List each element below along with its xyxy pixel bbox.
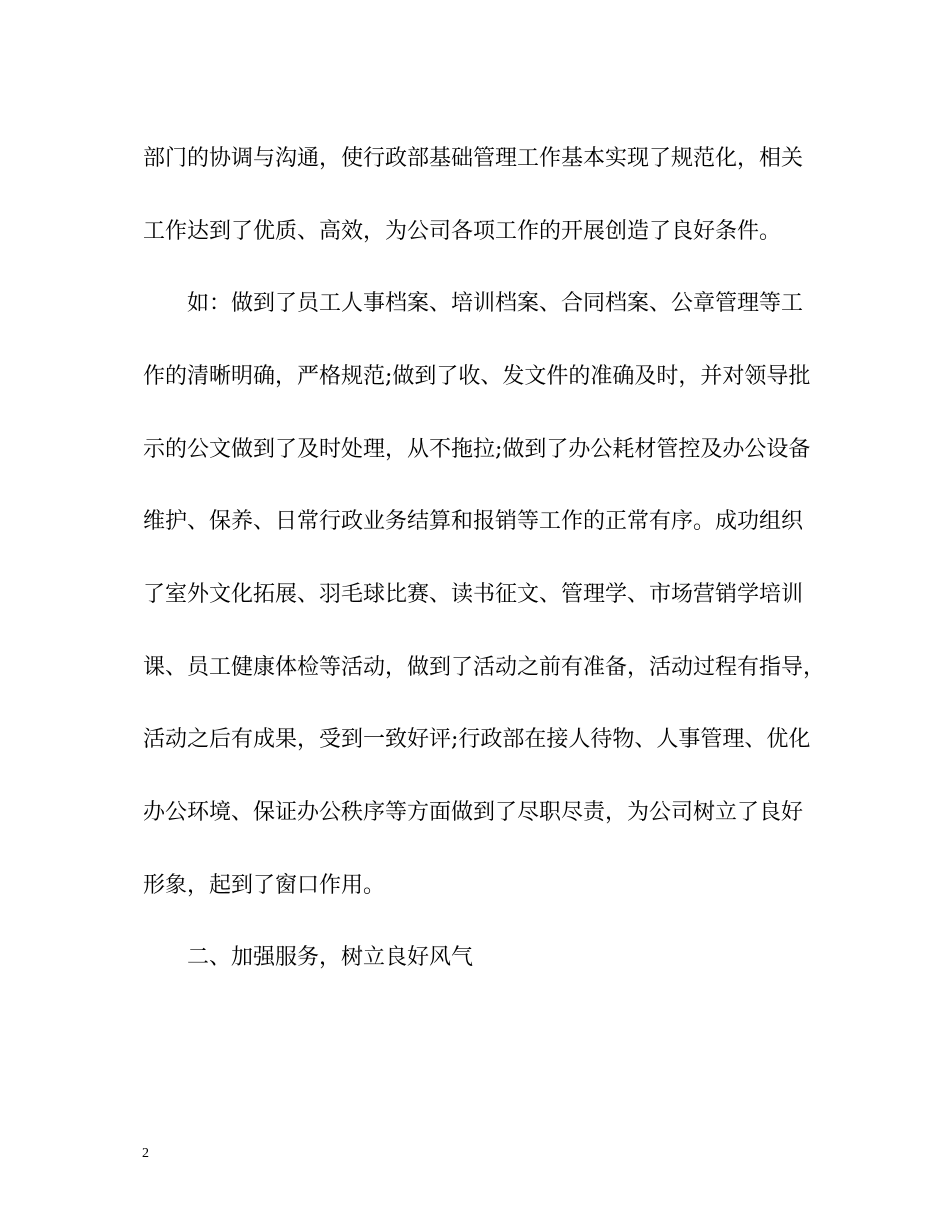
body-text-line: 部门的协调与沟通，使行政部基础管理工作基本实现了规范化，相关 <box>143 146 804 171</box>
body-text-line: 示的公文做到了及时处理，从不拖拉;做到了办公耗材管控及办公设备 <box>143 437 811 462</box>
body-text-line: 形象，起到了窗口作用。 <box>143 873 386 898</box>
body-text-line: 如：做到了员工人事档案、培训档案、合同档案、公章管理等工 <box>187 291 804 316</box>
body-text-line: 办公环境、保证办公秩序等方面做到了尽职尽责，为公司树立了良好 <box>143 800 804 825</box>
body-text-line: 课、员工健康体检等活动，做到了活动之前有准备，活动过程有指导， <box>143 655 826 680</box>
body-text-line: 作的清晰明确，严格规范;做到了收、发文件的准确及时，并对领导批 <box>143 364 811 389</box>
body-text-line: 了室外文化拓展、羽毛球比赛、读书征文、管理学、市场营销学培训 <box>143 582 804 607</box>
section-heading: 二、加强服务，树立良好风气 <box>187 945 474 970</box>
page-number: 2 <box>142 1146 149 1161</box>
body-text-line: 活动之后有成果，受到一致好评;行政部在接人待物、人事管理、优化 <box>143 727 811 752</box>
body-text-line: 工作达到了优质、高效，为公司各项工作的开展创造了良好条件。 <box>143 219 782 244</box>
body-text-line: 维护、保养、日常行政业务结算和报销等工作的正常有序。成功组织 <box>143 509 804 534</box>
